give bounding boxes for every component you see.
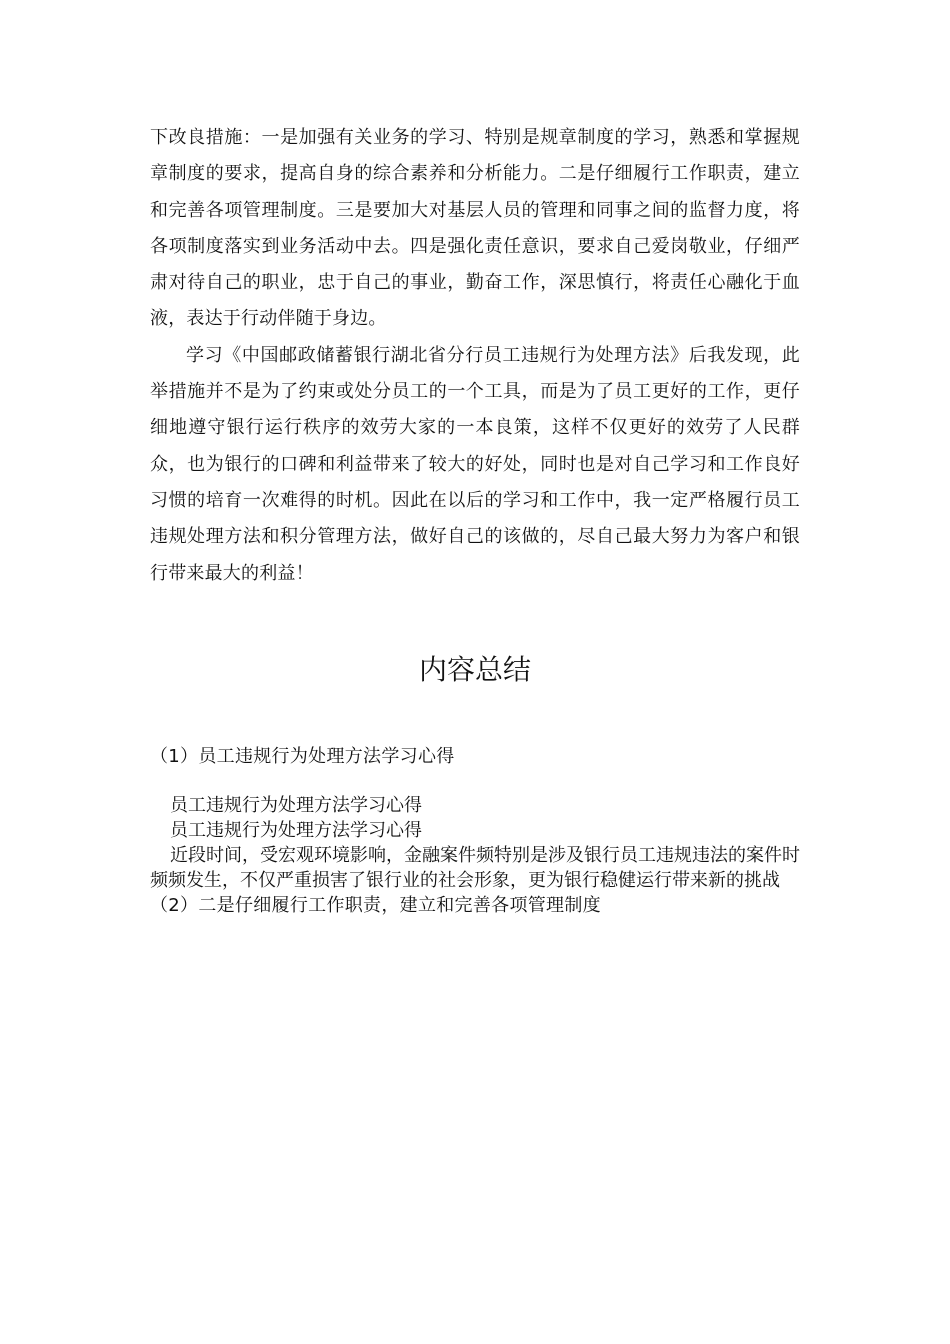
summary-item-2-heading: （2）二是仔细履行工作职责，建立和完善各项管理制度 <box>150 895 601 916</box>
summary-item-1-heading: （1）员工违规行为处理方法学习心得 <box>150 746 455 767</box>
summary-item-1-paragraph: 近段时间，受宏观环境影响，金融案件频特别是涉及银行员工违规违法的案件时频频发生，不仅严重损害了银行业的社会形象，更为银行稳健运行带来新的挑战 <box>150 845 800 891</box>
body-paragraph-1: 下改良措施：一是加强有关业务的学习、特别是规章制度的学习，熟悉和掌握规章制度的要求，提高自身的综合素养和分析能力。二是仔细履行工作职责，建立和完善各项管理制度。三是要加大对基层人员的管理和同事之间的监督力度，将各项制度落实到业务活动中去。四是强化责任意识，要求自己爱岗敬业，仔细严肃对待自己的职业，忠于自己的事业，勤奋工作，深思慎行，将责任心融化于血液，表达于行动伴随于身边。 <box>150 127 800 330</box>
summary-section <box>150 744 800 918</box>
summary-item-1-line-1: 员工违规行为处理方法学习心得 <box>170 795 422 816</box>
summary-title: 内容总结 <box>418 653 531 686</box>
summary-item-1-line-2: 员工违规行为处理方法学习心得 <box>170 820 422 841</box>
body-text <box>150 120 800 592</box>
body-paragraph-2: 学习《中国邮政储蓄银行湖北省分行员工违规行为处理方法》后我发现，此举措施并不是为了约束或处分员工的一个工具，而是为了员工更好的工作，更仔细地遵守银行运行秩序的效劳大家的一本良策，这样不仅更好的效劳了人民群众，也为银行的口碑和利益带来了较大的好处，同时也是对自己学习和工作良好习惯的培育一次难得的时机。因此在以后的学习和工作中，我一定严格履行员工违规处理方法和积分管理方法，做好自己的该做的，尽自己最大努力为客户和银行带来最大的利益！ <box>150 344 800 584</box>
